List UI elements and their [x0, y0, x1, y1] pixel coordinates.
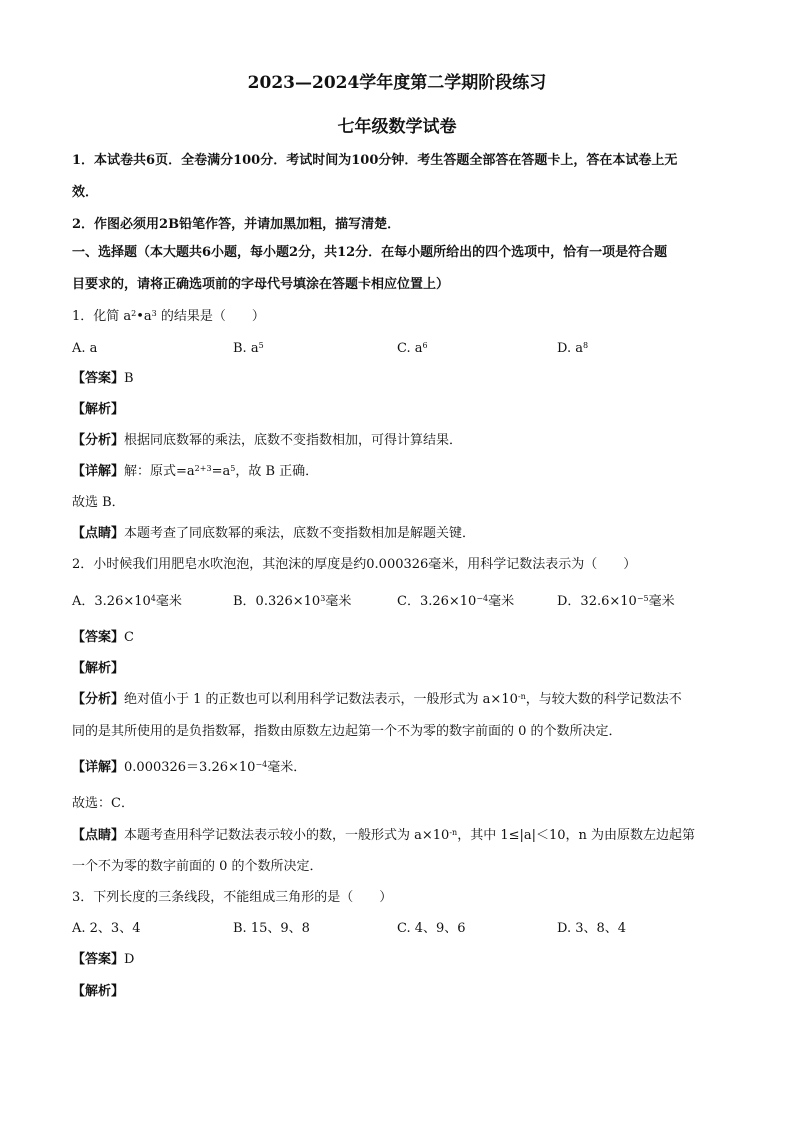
note-2: 2．作图必须用2B铅笔作答，并请加黑加粗，描写清楚． [72, 217, 401, 232]
q3-analysis-tag: 【解析】 [72, 984, 125, 999]
q3-answer: 【答案】D [72, 952, 135, 967]
q1-answer: 【答案】B [72, 371, 134, 386]
q3-option-d: D. 3、8、4 [557, 921, 627, 936]
q3-option-c: C. 4、9、6 [397, 921, 466, 936]
q1-option-d: D. $a^8$ [557, 341, 589, 356]
note-1-line-2: 效． [72, 185, 99, 200]
q2-analysis-tag: 【解析】 [72, 661, 125, 676]
q2-fenxi-line-1: 【分析】绝对值小于 1 的正数也可以利用科学记数法表示，一般形式为 $a\times 10^{-n}$，与较大数的科学记数法不 [72, 692, 682, 707]
q3-option-b: B. 15、9、8 [233, 921, 310, 936]
q2-option-a: A．$3.26\times 10^4$毫米 [72, 594, 182, 609]
q2-xiangjie: 【详解】$0.000326=3.26\times 10^{-4}$毫米． [72, 760, 307, 775]
q1-stem: 1．化简 $a^2•a^3$ 的结果是（ ） [72, 309, 265, 324]
q1-fenxi: 【分析】根据同底数幂的乘法，底数不变指数相加，可得计算结果． [72, 433, 463, 448]
q1-dianjing: 【点睛】本题考查了同底数幂的乘法，底数不变指数相加是解题关键． [72, 526, 476, 541]
q1-xiangjie: 【详解】解：原式$=a^{2+3}=a^5$，故 B 正确． [72, 464, 319, 479]
q3-option-a: A. 2、3、4 [72, 921, 141, 936]
q2-choose: 故选：C． [72, 796, 134, 811]
page-subtitle: 七年级数学试卷 [337, 117, 457, 137]
q2-option-b: B．$0.326\times 10^3$毫米 [233, 594, 352, 609]
q1-option-c: C. $a^6$ [397, 341, 428, 356]
q2-option-c: C．$3.26\times 10^{-4}$毫米 [397, 594, 515, 609]
q2-option-d: D．$32.6\times 10^{-5}$毫米 [557, 594, 675, 609]
q2-fenxi-line-2: 同的是其所使用的是负指数幂，指数由原数左边起第一个不为零的数字前面的 0 的个数所决定． [72, 724, 622, 739]
section-1-line-1: 一、选择题（本大题共6小题，每小题2分，共12分．在每小题所给出的四个选项中，恰有一项是符合题 [72, 245, 668, 260]
q2-stem: 2．小时候我们用肥皂水吹泡泡，其泡沫的厚度是约0.000326毫米，用科学记数法表示为（ ） [72, 557, 637, 572]
q1-option-b: B. $a^5$ [233, 341, 264, 356]
page-title: 2023—2024学年度第二学期阶段练习 [247, 73, 547, 93]
q1-option-a: A. a [72, 341, 98, 356]
q1-choose: 故选 B． [72, 495, 125, 510]
q2-dianjing-line-2: 一个不为零的数字前面的 0 的个数所决定． [72, 859, 323, 874]
q2-dianjing-line-1: 【点睛】本题考查用科学记数法表示较小的数，一般形式为 $a\times 10^{-n}$，其中 1≤|a|＜10，n 为由原数左边起第 [72, 828, 696, 843]
q3-stem: 3．下列长度的三条线段，不能组成三角形的是（ ） [72, 890, 393, 905]
section-1-line-2: 目要求的，请将正确选项前的字母代号填涂在答题卡相应位置上） [72, 277, 450, 292]
note-1-line-1: 1．本试卷共6页．全卷满分100分．考试时间为100分钟．考生答题全部答在答题卡上，答在本试卷上无 [72, 153, 678, 168]
q1-analysis-tag: 【解析】 [72, 402, 125, 417]
q2-answer: 【答案】C [72, 630, 134, 645]
